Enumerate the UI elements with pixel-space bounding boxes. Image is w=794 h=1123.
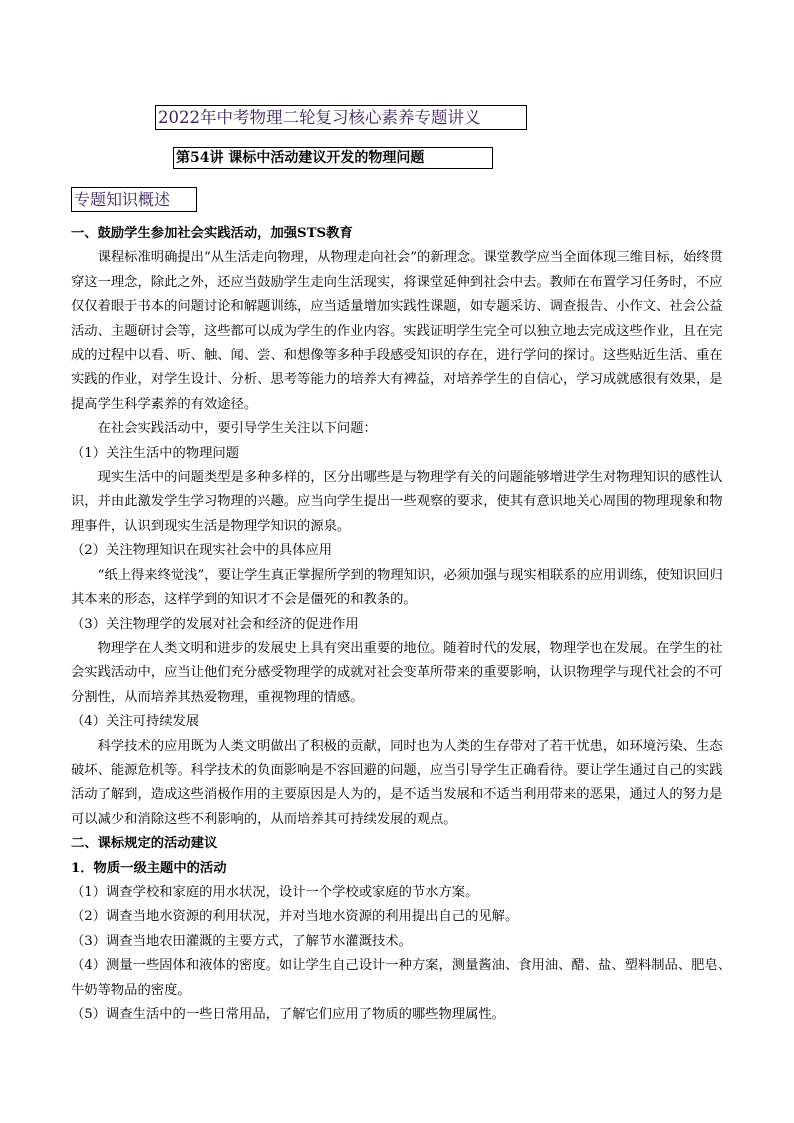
document-title: 2022年中考物理二轮复习核心素养专题讲义 [155, 105, 527, 130]
activity-item: （5）调查生活中的一些日常用品，了解它们应用了物质的哪些物理属性。 [71, 1007, 505, 1022]
list-item: （4）关注可持续发展 [71, 714, 200, 730]
paragraph: “纸上得来终觉浅”，要让学生真正掌握所学到的物理知识，必须加强与现实相联系的应用训练，使知识回归其本来的形态，这样学到的知识才不会是僵死的和教条的。 [71, 567, 723, 608]
paragraph: 在社会实践活动中，要引导学生关注以下问题： [97, 421, 377, 437]
activity-item: （2）调查当地水资源的利用状况，并对当地水资源的利用提出自己的见解。 [71, 909, 519, 925]
lecture-subtitle: 第54讲 课标中活动建议开发的物理问题 [173, 147, 493, 169]
paragraph: 课程标准明确提出“从生活走向物理，从物理走向社会”的新理念。课堂教学应当全面体现三维目标，始终贯穿这一理念，除此之外，还应当鼓励学生走向生活现实，将课堂延伸到社会中去。教师在布置学习任务时，不应仅仅着眼于书本的问题讨论和解题训练，应当适量增加实践性课题，如专题采访、调查报告、小作文、社会公益活动、主题研讨会等，这些都可以成为学生的作业内容。实践证明学生完全可以独立地去完成这些作业，且在完成的过程中以看、听、触、闻、尝、和想像等多种手段感受知识的存在，进行学问的探讨。这些贴近生活、重在实践的作业，对学生设计、分析、思考等能力的培养大有裨益，对培养学生的自信心，学习成就感很有效果，是提高学生科学素养的有效途径。 [71, 250, 723, 412]
list-item: （1）关注生活中的物理问题 [71, 445, 240, 461]
activity-item: （1）调查学校和家庭的用水状况，设计一个学校或家庭的节水方案。 [71, 884, 479, 900]
document-body [71, 222, 731, 1027]
heading-one: 一、鼓励学生参加社会实践活动，加强STS教育 [71, 226, 353, 241]
paragraph: 物理学在人类文明和进步的发展史上具有突出重要的地位。随着时代的发展，物理学也在发展。在学生的社会实践活动中，应当让他们充分感受物理学的成就对社会变革所带来的重要影响，认识物理学与现代社会的不可分割性，从而培养其热爱物理，重视物理的情感。 [71, 640, 723, 705]
list-item: （2）关注物理知识在现实社会中的具体应用 [71, 543, 333, 559]
section-heading-box: 专题知识概述 [71, 187, 197, 212]
paragraph: 现实生活中的问题类型是多种多样的，区分出哪些是与物理学有关的问题能够增进学生对物理知识的感性认识，并由此激发学生学习物理的兴趣。应当向学生提出一些观察的要求，使其有意识地关心周围的物理现象和物理事件，认识到现实生活是物理学知识的源泉。 [71, 470, 723, 534]
paragraph: 科学技术的应用既为人类文明做出了积极的贡献，同时也为人类的生存带对了若干忧患，如环境污染、生态破坏、能源危机等。科学技术的负面影响是不容回避的问题，应当引导学生正确看待。要让学生通过自己的实践活动了解到，造成这些消极作用的主要原因是人为的，是不适当发展和不适当利用带来的恶果，通过人的努力是可以减少和消除这些不利影响的，从而培养其可持续发展的观点。 [71, 738, 723, 827]
subheading: 1．物质一级主题中的活动 [71, 860, 227, 876]
heading-two: 二、课标规定的活动建议 [71, 836, 218, 852]
activity-item: （4）测量一些固体和液体的密度。如让学生自己设计一种方案，测量酱油、食用油、醋、盐、塑料制品、肥皂、牛奶等物品的密度。 [71, 958, 732, 998]
activity-item: （3）调查当地农田灌溉的主要方式，了解节水灌溉技术。 [71, 933, 412, 949]
list-item: （3）关注物理学的发展对社会和经济的促进作用 [71, 616, 359, 632]
